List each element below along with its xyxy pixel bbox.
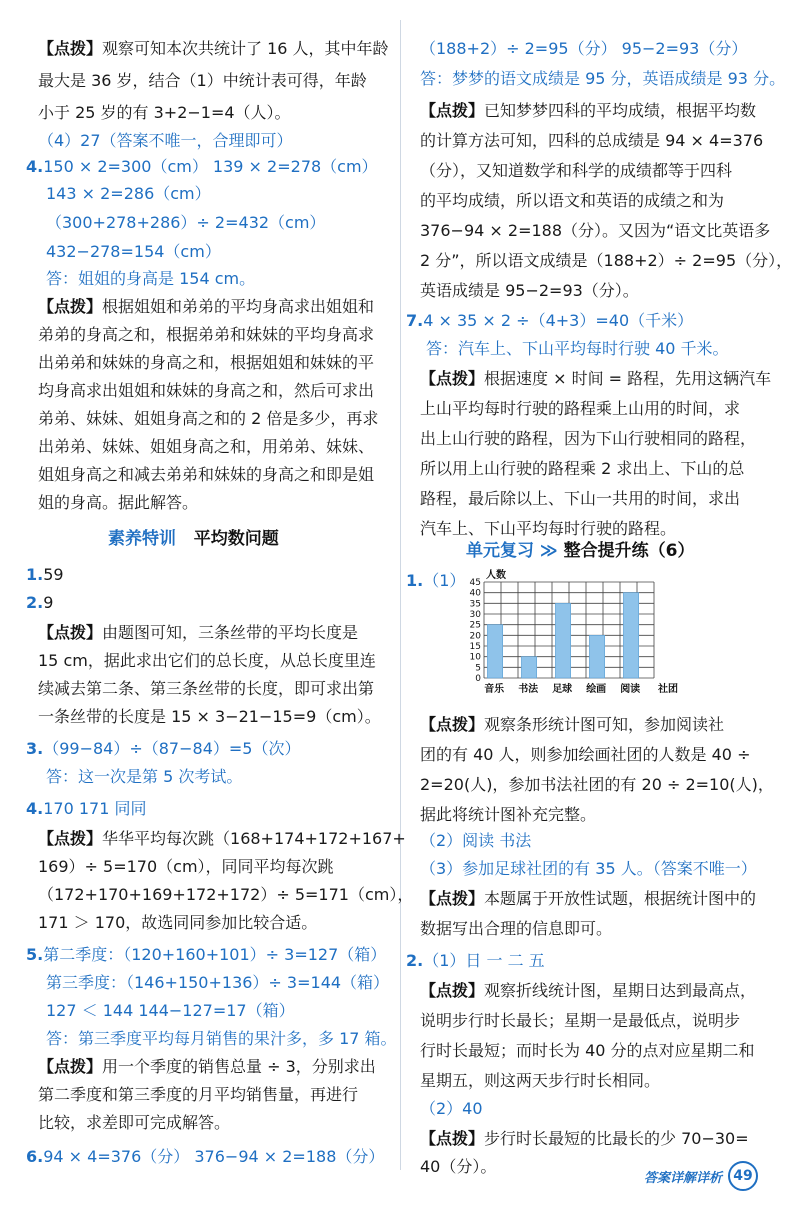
line-text: 最大是 36 岁，结合（1）中统计表可得，年龄	[38, 71, 367, 90]
text-line	[38, 436, 374, 458]
question-number: 7.	[406, 311, 424, 330]
hint-tag: 【点拨】	[420, 369, 485, 388]
line-text: 出弟弟和妹妹的身高之和，根据姐姐和妹妹的平	[38, 353, 375, 372]
line-text: 星期五，则这两天步行时长相同。	[420, 1071, 661, 1090]
text-line	[426, 338, 729, 360]
section-title-primary: 素养特训	[108, 529, 176, 549]
text-line	[420, 190, 724, 212]
text-line	[420, 428, 756, 450]
line-text: 弟弟的身高之和，根据弟弟和妹妹的平均身高求	[38, 325, 375, 344]
line-text: 143 × 2=286（cm）	[46, 184, 211, 203]
line-text: 出弟弟、妹妹、姐姐身高之和，用弟弟、妹妹、	[38, 437, 375, 456]
line-text: 小于 25 岁的有 3+2−1=4（人）。	[38, 103, 291, 122]
text-line	[38, 464, 374, 486]
text-line	[420, 1070, 660, 1092]
line-text: 行时长最短；而时长为 40 分的点对应星期二和	[420, 1041, 755, 1060]
line-text: 说明步行时长最长；星期一是最低点，说明步	[420, 1011, 741, 1030]
x-tick-label: 绘画	[586, 684, 607, 695]
line-text: 第三季度：（146+150+136）÷ 3=144（箱）	[46, 973, 390, 992]
text-line	[420, 1156, 496, 1178]
line-text: 上山平均每时行驶的路程乘上山用的时间，求	[420, 399, 741, 418]
text-line	[38, 828, 406, 850]
text-line	[420, 804, 596, 826]
line-text: （3）参加足球社团的有 35 人。（答案不唯一）	[420, 859, 757, 878]
line-text: 59	[43, 565, 64, 584]
line-text: 376−94 × 2=188（分）。又因为“语文比英语多	[420, 221, 771, 240]
line-text: 第二季度：（120+160+101）÷ 3=127（箱）	[43, 945, 387, 964]
section-title-secondary: 整合提升练（6）	[563, 541, 695, 561]
y-tick-label: 25	[469, 620, 481, 631]
hint-tag: 【点拨】	[420, 715, 485, 734]
x-tick-label: 音乐	[484, 684, 505, 695]
line-text: （172+170+169+172+172）÷ 5=171（cm），	[38, 885, 414, 904]
line-text: 171 ＞ 170，故选同同参加比较合适。	[38, 913, 318, 932]
hint-tag: 【点拨】	[38, 39, 103, 58]
line-text: 团的有 40 人，则参加绘画社团的人数是 40 ÷	[420, 745, 751, 764]
text-line	[420, 1128, 749, 1150]
arrow-icon: ≫	[539, 541, 558, 561]
line-text: 英语成绩是 95−2=93（分）。	[420, 281, 639, 300]
text-line	[38, 1112, 230, 1134]
text-line	[420, 918, 612, 940]
text-line	[38, 650, 376, 672]
line-text: 2=20(人)，参加书法社团的有 20 ÷ 2=10(人)，	[420, 775, 774, 794]
text-line	[38, 622, 358, 644]
text-line	[38, 380, 374, 402]
text-line	[38, 70, 367, 92]
text-line	[420, 160, 732, 182]
line-text: 弟弟、妹妹、姐姐身高之和的 2 倍是多少，再求	[38, 409, 379, 428]
question-number: 6.	[26, 1147, 44, 1166]
hint-tag: 【点拨】	[420, 889, 485, 908]
hint-tag: 【点拨】	[38, 829, 103, 848]
line-text: （188+2）÷ 2=95（分） 95−2=93（分）	[420, 39, 748, 58]
question-number: 2.	[406, 951, 424, 970]
line-text: 的计算方法可知，四科的总成绩是 94 × 4=376	[420, 131, 764, 150]
line-text: 答：梦梦的语文成绩是 95 分，英语成绩是 93 分。	[420, 69, 786, 88]
line-text: （4）27（答案不唯一，合理即可）	[38, 131, 293, 150]
line-text: 据此将统计图补充完整。	[420, 805, 597, 824]
line-text: 15 cm，据此求出它们的总长度，从总长度里连	[38, 651, 376, 670]
text-line	[420, 130, 763, 152]
column-divider	[400, 20, 401, 1170]
line-text: 一条丝带的长度是 15 × 3−21−15=9（cm）。	[38, 707, 381, 726]
line-text: （300+278+286）÷ 2=432（cm）	[46, 213, 326, 232]
y-tick-label: 15	[469, 642, 481, 652]
line-text: 【点拨】根据姐姐和弟弟的平均身高求出姐姐和	[38, 297, 375, 316]
text-line	[420, 1010, 740, 1032]
text-line	[406, 310, 693, 332]
x-tick-label: 足球	[552, 684, 573, 695]
line-text: 【点拨】由题图可知，三条丝带的平均长度是	[38, 623, 359, 642]
line-text: （2）阅读 书法	[420, 831, 532, 850]
line-text: 姐姐身高之和减去弟弟和妹妹的身高之和即是姐	[38, 465, 375, 484]
text-line	[46, 1028, 397, 1050]
hint-tag: 【点拨】	[420, 1129, 485, 1148]
text-line	[38, 706, 381, 728]
line-text: 答：第三季度平均每月销售的果汁多，多 17 箱。	[46, 1029, 397, 1048]
line-text: 答：这一次是第 5 次考试。	[46, 767, 243, 786]
y-axis-label: 人数	[486, 570, 506, 581]
text-line	[46, 183, 211, 205]
text-line	[26, 738, 300, 760]
text-line	[46, 766, 242, 788]
text-line	[26, 1146, 384, 1168]
bar	[487, 625, 502, 678]
line-text: （99−84）÷（87−84）=5（次）	[43, 739, 301, 758]
text-line	[420, 858, 757, 880]
line-text: 姐的身高。据此解答。	[38, 493, 199, 512]
text-line	[420, 68, 785, 90]
line-text: 【点拨】华华平均每次跳（168+174+172+167+	[38, 829, 406, 848]
text-line	[26, 156, 378, 178]
y-tick-label: 45	[469, 578, 481, 588]
line-text: （2）40	[420, 1099, 483, 1118]
text-line	[38, 856, 334, 878]
text-line	[420, 980, 756, 1002]
text-line	[420, 280, 639, 302]
line-text: 汽车上、下山平均每时行驶的路程。	[420, 519, 677, 538]
line-text: 【点拨】已知梦梦四科的平均成绩，根据平均数	[420, 101, 757, 120]
line-text: 答：汽车上、下山平均每时行驶 40 千米。	[426, 339, 729, 358]
text-line	[420, 368, 771, 390]
line-text: （分），又知道数学和科学的成绩都等于四科	[420, 161, 733, 180]
text-line	[420, 458, 744, 480]
page-footer	[644, 1161, 758, 1191]
text-line	[38, 408, 378, 430]
line-text: 答：姐姐的身高是 154 cm。	[46, 269, 256, 288]
text-line	[26, 564, 64, 586]
text-line	[38, 492, 198, 514]
section-title-primary: 单元复习	[466, 541, 534, 561]
line-text: 【点拨】观察折线统计图，星期日达到最高点，	[420, 981, 757, 1000]
text-line	[38, 678, 374, 700]
y-tick-label: 35	[469, 599, 481, 610]
line-text: 均身高求出姐姐和妹妹的身高之和，然后可求出	[38, 381, 375, 400]
text-line	[420, 488, 740, 510]
line-text: 路程，最后除以上、下山一共用的时间，求出	[420, 489, 741, 508]
line-text: 169）÷ 5=170（cm），同同平均每次跳	[38, 857, 334, 876]
question-number: 1.	[26, 565, 44, 584]
line-text: 432−278=154（cm）	[46, 242, 221, 261]
line-text: （1）日 一 二 五	[423, 951, 545, 970]
x-axis-label: 社团	[658, 684, 678, 695]
line-text: 【点拨】步行时长最短的比最长的少 70−30=	[420, 1129, 749, 1148]
question-number: 4.	[26, 799, 44, 818]
bar	[623, 593, 638, 678]
text-line	[38, 38, 389, 60]
line-text: 【点拨】本题属于开放性试题，根据统计图中的	[420, 889, 757, 908]
line-text: 170 171 同同	[43, 799, 147, 818]
question-number: 1.	[406, 571, 424, 590]
x-tick-label: 书法	[518, 684, 539, 695]
line-text: 【点拨】根据速度 × 时间 = 路程，先用这辆汽车	[420, 369, 772, 388]
line-text: 第二季度和第三季度的月平均销售量，再进行	[38, 1085, 359, 1104]
x-tick-label: 阅读	[620, 684, 641, 695]
line-text: 150 × 2=300（cm） 139 × 2=278（cm）	[43, 157, 378, 176]
hint-tag: 【点拨】	[420, 981, 485, 1000]
line-text: 的平均成绩，所以语文和英语的成绩之和为	[420, 191, 725, 210]
hint-tag: 【点拨】	[420, 101, 485, 120]
text-line	[420, 100, 756, 122]
text-line	[38, 130, 293, 152]
bar-chart	[454, 566, 684, 702]
question-number: 5.	[26, 945, 44, 964]
text-line	[38, 1056, 376, 1078]
text-line	[26, 944, 386, 966]
text-line	[38, 884, 413, 906]
y-tick-label: 30	[469, 610, 481, 620]
page-number: 49	[728, 1161, 758, 1191]
line-text: 2 分”，所以语文成绩是（188+2）÷ 2=95（分），	[420, 251, 793, 270]
text-line	[38, 352, 374, 374]
text-line	[420, 398, 740, 420]
hint-tag: 【点拨】	[38, 297, 103, 316]
text-line	[406, 950, 545, 972]
line-text: 127 ＜ 144 144−127=17（箱）	[46, 1001, 295, 1020]
text-line	[420, 250, 792, 272]
text-line	[38, 912, 317, 934]
line-text: 比较，求差即可完成解答。	[38, 1113, 231, 1132]
text-line	[38, 102, 291, 124]
line-text: 9	[43, 593, 54, 612]
text-line	[46, 241, 221, 263]
line-text: 【点拨】用一个季度的销售总量 ÷ 3，分别求出	[38, 1057, 376, 1076]
bar	[589, 635, 604, 678]
left-section-title	[108, 524, 279, 549]
line-text: 【点拨】观察条形统计图可知，参加阅读社	[420, 715, 725, 734]
line-text: （1）	[423, 571, 466, 590]
question-number: 2.	[26, 593, 44, 612]
text-line	[420, 714, 724, 736]
section-title-secondary: 平均数问题	[193, 529, 279, 549]
line-text: 出上山行驶的路程，因为下山行驶相同的路程，	[420, 429, 757, 448]
text-line	[420, 888, 756, 910]
y-tick-label: 40	[469, 588, 481, 599]
y-tick-label: 10	[469, 652, 481, 663]
text-line	[26, 592, 53, 614]
line-text: 40（分）。	[420, 1157, 497, 1176]
bar	[555, 603, 570, 678]
right-section-title	[466, 536, 694, 561]
text-line	[38, 296, 374, 318]
line-text: 所以用上山行驶的路程乘 2 求出上、下山的总	[420, 459, 745, 478]
y-tick-label: 0	[475, 674, 481, 684]
text-line	[420, 38, 747, 60]
text-line	[420, 220, 770, 242]
text-line	[46, 212, 325, 234]
question-number: 3.	[26, 739, 44, 758]
text-line	[38, 324, 374, 346]
text-line	[46, 1000, 295, 1022]
line-text: 4 × 35 × 2 ÷（4+3）=40（千米）	[423, 311, 694, 330]
question-number: 4.	[26, 157, 44, 176]
line-text: 数据写出合理的信息即可。	[420, 919, 613, 938]
bar	[521, 657, 536, 678]
text-line	[420, 1098, 483, 1120]
line-text: 【点拨】观察可知本次共统计了 16 人，其中年龄	[38, 39, 389, 58]
text-line	[26, 798, 146, 820]
text-line	[420, 774, 774, 796]
footer-label: 答案详解详析	[643, 1170, 722, 1186]
line-text: 续减去第二条、第三条丝带的长度，即可求出第	[38, 679, 375, 698]
y-tick-label: 5	[475, 663, 481, 674]
text-line	[420, 830, 531, 852]
hint-tag: 【点拨】	[38, 623, 103, 642]
text-line	[38, 1084, 358, 1106]
text-line	[46, 268, 255, 290]
text-line	[46, 972, 389, 994]
line-text: 94 × 4=376（分） 376−94 × 2=188（分）	[43, 1147, 385, 1166]
text-line	[420, 1040, 755, 1062]
text-line	[420, 744, 750, 766]
y-tick-label: 20	[469, 631, 481, 642]
hint-tag: 【点拨】	[38, 1057, 103, 1076]
